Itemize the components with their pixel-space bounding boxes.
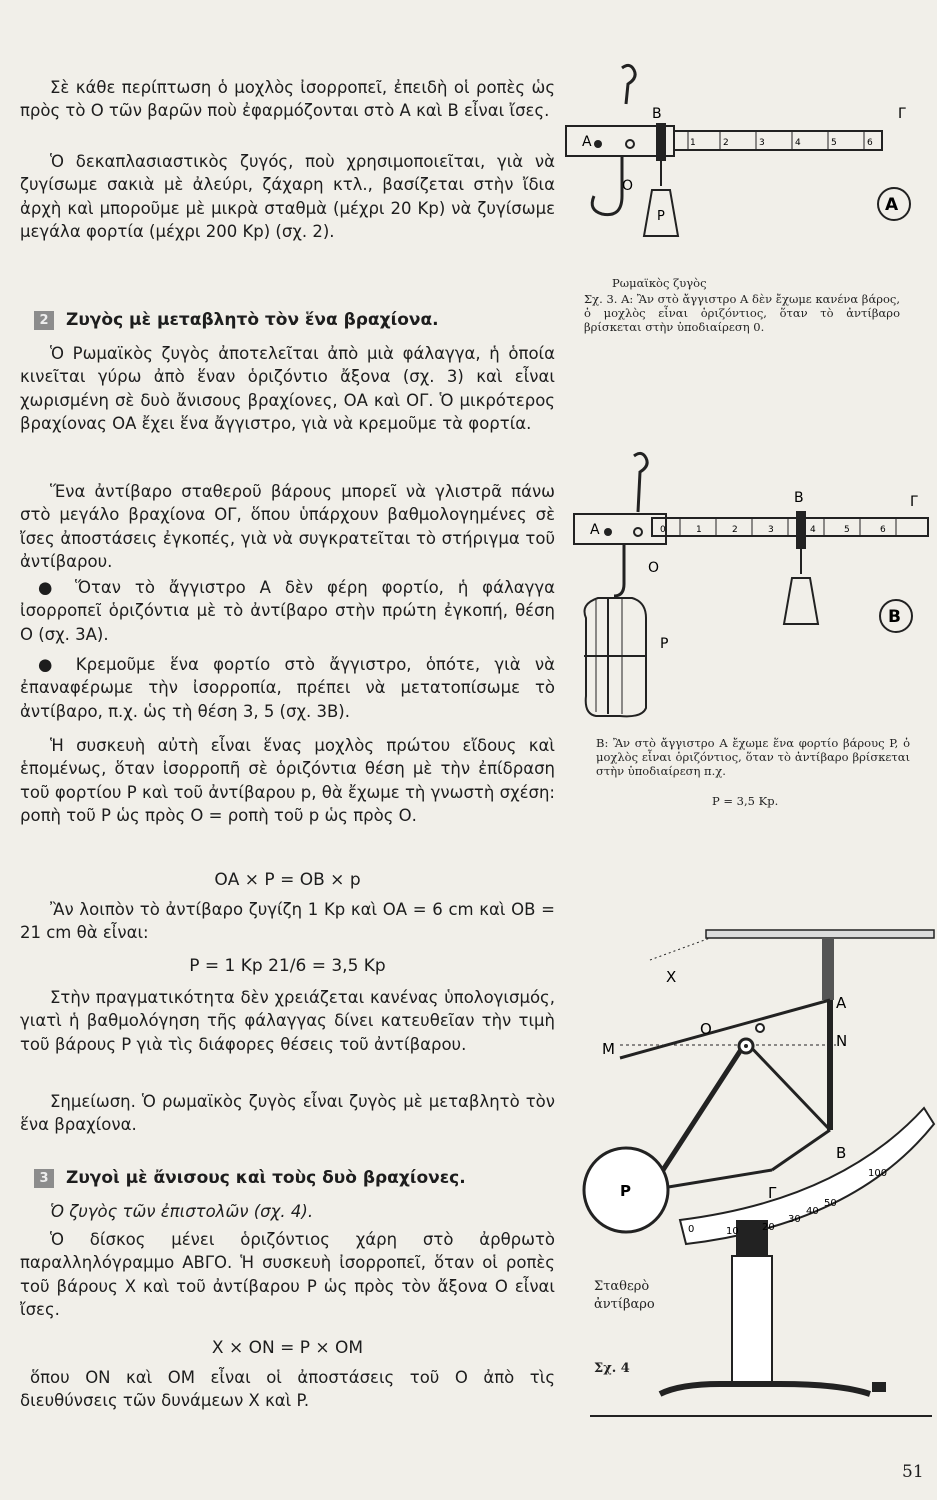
section-heading-2 <box>20 310 439 330</box>
formula-3: Χ × ΟΝ = P × ΟΜ <box>211 1338 364 1358</box>
dial-100: 100 <box>868 1168 888 1179</box>
scale-tick-1: 1 <box>696 525 702 535</box>
figure-4-label-x: Χ <box>666 968 677 986</box>
paragraph-12: Ὁ δίσκος μένει ὁριζόντιος χάρη στὸ ἀρθρωτὸ παραλληλόγραμμο ΑΒΓΟ. Ἡ συσκευὴ ἰσορροπεῖ, ὅταν οἱ ροπὲς τοῦ βάρους Χ καὶ τοῦ ἀντίβαρου P ὡς πρὸς τὸν ἄξονα Ο εἶναι ἴσες. <box>20 1230 555 1320</box>
scale-tick-2: 2 <box>723 138 729 148</box>
paragraph-4: Ἕνα ἀντίβαρο σταθεροῦ βάρους μπορεῖ νὰ γλιστρᾶ πάνω στὸ μεγάλο βραχίονα ΟΓ, ὅπου ὑπάρχουν βαθμολογημένες σὲ ἴσες ἀποστάσεις ἐγκοπές, γιὰ νὰ συγκρατεῖται τὸ στήριγμα τοῦ ἀντίβαρου. <box>20 482 555 572</box>
section-number-2: 2 <box>34 311 54 330</box>
scale-tick-3: 3 <box>759 138 765 148</box>
paragraph-9: Στὴν πραγματικότητα δὲν χρειάζεται κανένας ὑπολογισμός, γιατὶ ἡ βαθμολόγηση τῆς φάλαγγας δίνει κατευθεῖαν τὴν τιμὴ τοῦ βάρους P γιὰ τὶς διάφορες θέσεις τοῦ ἀντίβαρου. <box>20 988 555 1054</box>
paragraph-7: Ἡ συσκευὴ αὐτὴ εἶναι ἕνας μοχλὸς πρώτου εἴδους καὶ ἑπομένως, ὅταν ἰσορροπῆ σὲ ὁριζόντια θέση μὲ τὴν ἐπίδραση τοῦ φορτίου P καὶ τοῦ ἀντίβαρου p, θὰ ἔχωμε τὴ γνωστὴ σχέση: ροπὴ τοῦ P ὡς πρὸς Ο = ροπὴ τοῦ p ὡς πρὸς Ο. <box>20 736 555 826</box>
dial-50: 50 <box>824 1198 837 1209</box>
figure-3a-label-a: Α <box>582 134 592 150</box>
dial-10: 10 <box>726 1226 739 1237</box>
formula-1: ΟΑ × P = ΟΒ × p <box>214 870 361 890</box>
scale-tick-3: 3 <box>768 525 774 535</box>
figure-4-label-p: P <box>620 1182 631 1200</box>
figure-3a <box>560 60 937 260</box>
figure-3b-caption: Β: Ἂν στὸ ἄγγιστρο Α ἔχωμε ἕνα φορτίο βάρους P, ὁ μοχλὸς εἶναι ὁριζόντιος, ὅταν τὸ ἀντίβαρο βρίσκεται στὴν ὑποδιαίρεση π.χ. <box>596 736 910 778</box>
paragraph-11: Ὁ ζυγὸς τῶν ἐπιστολῶν (σχ. 4). <box>50 1202 314 1221</box>
figure-4-label-g: Γ <box>768 1184 777 1202</box>
section-heading-3 <box>20 1168 466 1188</box>
figure-3a-label-p: P <box>657 209 665 224</box>
dial-30: 30 <box>788 1214 801 1225</box>
scale-tick-5: 5 <box>831 138 837 148</box>
dial-40: 40 <box>806 1206 819 1217</box>
section-title-2: Ζυγὸς μὲ μεταβλητὸ τὸν ἕνα βραχίονα. <box>66 310 439 330</box>
paragraph-1: Σὲ κάθε περίπτωση ὁ μοχλὸς ἰσορροπεῖ, ἐπειδὴ οἱ ροπὲς ὡς πρὸς τὸ Ο τῶν βαρῶν ποὺ ἐφαρμόζονται στὸ Α καὶ Β εἶναι ἴσες. <box>20 78 555 121</box>
figure-3b-label-b: Β <box>794 490 804 506</box>
figure-4-label-m: M <box>602 1040 615 1058</box>
scale-tick-2: 2 <box>732 525 738 535</box>
figure-3b <box>560 448 937 718</box>
figure-3b-label-o: Ο <box>648 560 660 576</box>
paragraph-2: Ὁ δεκαπλασιαστικὸς ζυγός, ποὺ χρησιμοποιεῖται, γιὰ νὰ ζυγίσωμε σακιὰ μὲ ἀλεύρι, ζάχαρη κτλ., βασίζεται στὴν ἴδια ἀρχὴ καὶ μποροῦμε μὲ μικρὰ σταθμὰ (μέχρι 20 Kp) νὰ ζυγίσωμε μεγάλα φορτία (μέχρι 200 Kp) (σχ. 2). <box>20 152 555 242</box>
paragraph-10: Σημείωση. Ὁ ρωμαϊκὸς ζυγὸς εἶναι ζυγὸς μὲ μεταβλητὸ τὸν ἕνα βραχίονα. <box>20 1092 555 1135</box>
figure-3a-label-o: Ο <box>622 178 634 194</box>
figure-4-fixed-weight: Σταθερὸ ἀντίβαρο <box>594 1279 655 1312</box>
paragraph-6: ● Κρεμοῦμε ἕνα φορτίο στὸ ἄγγιστρο, ὁπότε, γιὰ νὰ ἐπαναφέρωμε τὴν ἰσορροπία, πρέπει νὰ μετατοπίσωμε τὸ ἀντίβαρο, π.χ. ὡς τὴ θέση 3, 5 (σχ. 3Β). <box>20 655 555 721</box>
dial-0: 0 <box>688 1224 695 1235</box>
paragraph-3: Ὁ Ρωμαϊκὸς ζυγὸς ἀποτελεῖται ἀπὸ μιὰ φάλαγγα, ἡ ὁποία κινεῖται γύρω ἀπὸ ἕναν ὁριζόντιο ἄξονα (σχ. 3) καὶ εἶναι χωρισμένη σὲ δυὸ ἄνισους βραχίονες, ΟΑ καὶ ΟΓ. Ὁ μικρότερος βραχίονας ΟΑ ἔχει ἕνα ἄγγιστρο, γιὰ νὰ κρεμοῦμε τὰ φορτία. <box>20 344 555 434</box>
figure-3a-badge-letter: A <box>885 195 899 215</box>
section-number-3: 3 <box>34 1169 54 1188</box>
figure-4-label-a: Α <box>836 994 847 1012</box>
formula-2: P = 1 Kp 21/6 = 3,5 Kp <box>189 956 386 976</box>
figure-3b-caption-value: P = 3,5 Kp. <box>712 794 779 808</box>
dial-20: 20 <box>762 1222 775 1233</box>
text-column <box>20 0 555 1500</box>
paragraph-13: ὅπου ΟΝ καὶ ΟΜ εἶναι οἱ ἀποστάσεις τοῦ Ο ἀπὸ τὶς διευθύνσεις τῶν δυνάμεων Χ καὶ P. <box>20 1368 555 1411</box>
paragraph-5: ● Ὅταν τὸ ἄγγιστρο Α δὲν φέρη φορτίο, ἡ φάλαγγα ἰσορροπεῖ ὁριζόντια μὲ τὸ ἀντίβαρο στὴν πρώτη ἐγκοπή, θέση Ο (σχ. 3Α). <box>20 578 555 644</box>
figure-3a-caption: Σχ. 3. Α: Ἂν στὸ ἄγγιστρο Α δὲν ἔχωμε κανένα βάρος, ὁ μοχλὸς εἶναι ὁριζόντιος, ὅταν τὸ ἀντίβαρο βρίσκεται στὴν ὑποδιαίρεση 0. <box>584 292 900 334</box>
scale-tick-1: 1 <box>690 138 696 148</box>
figure-4-label-o: Ο <box>700 1020 712 1038</box>
figure-3b-badge-letter: B <box>888 607 901 627</box>
figure-3a-label-g: Γ <box>898 106 906 122</box>
paragraph-8: Ἂν λοιπὸν τὸ ἀντίβαρο ζυγίζη 1 Kp καὶ ΟΑ = 6 cm καὶ ΟΒ = 21 cm θὰ εἶναι: <box>20 900 555 943</box>
figure-3a-title: Ρωμαϊκὸς ζυγὸς <box>612 276 707 290</box>
scale-tick-4: 4 <box>795 138 801 148</box>
figure-3b-label-a: Α <box>590 522 600 538</box>
scale-tick-6: 6 <box>880 525 886 535</box>
figure-4 <box>560 920 937 1420</box>
figure-4-caption: Σχ. 4 <box>594 1361 630 1376</box>
figure-4-label-n: N <box>836 1032 848 1050</box>
scale-tick-4: 4 <box>810 525 816 535</box>
figure-3a-label-b: Β <box>652 106 662 122</box>
figure-3b-label-p: P <box>660 636 669 652</box>
figure-3b-label-g: Γ <box>910 494 918 510</box>
page-number: 51 <box>902 1462 924 1482</box>
scale-tick-6: 6 <box>867 138 873 148</box>
scale-tick-0: 0 <box>660 525 666 535</box>
section-title-3: Ζυγοὶ μὲ ἄνισους καὶ τοὺς δυὸ βραχίονες. <box>66 1168 466 1188</box>
scale-tick-5: 5 <box>844 525 850 535</box>
figure-4-label-b: Β <box>836 1144 847 1162</box>
